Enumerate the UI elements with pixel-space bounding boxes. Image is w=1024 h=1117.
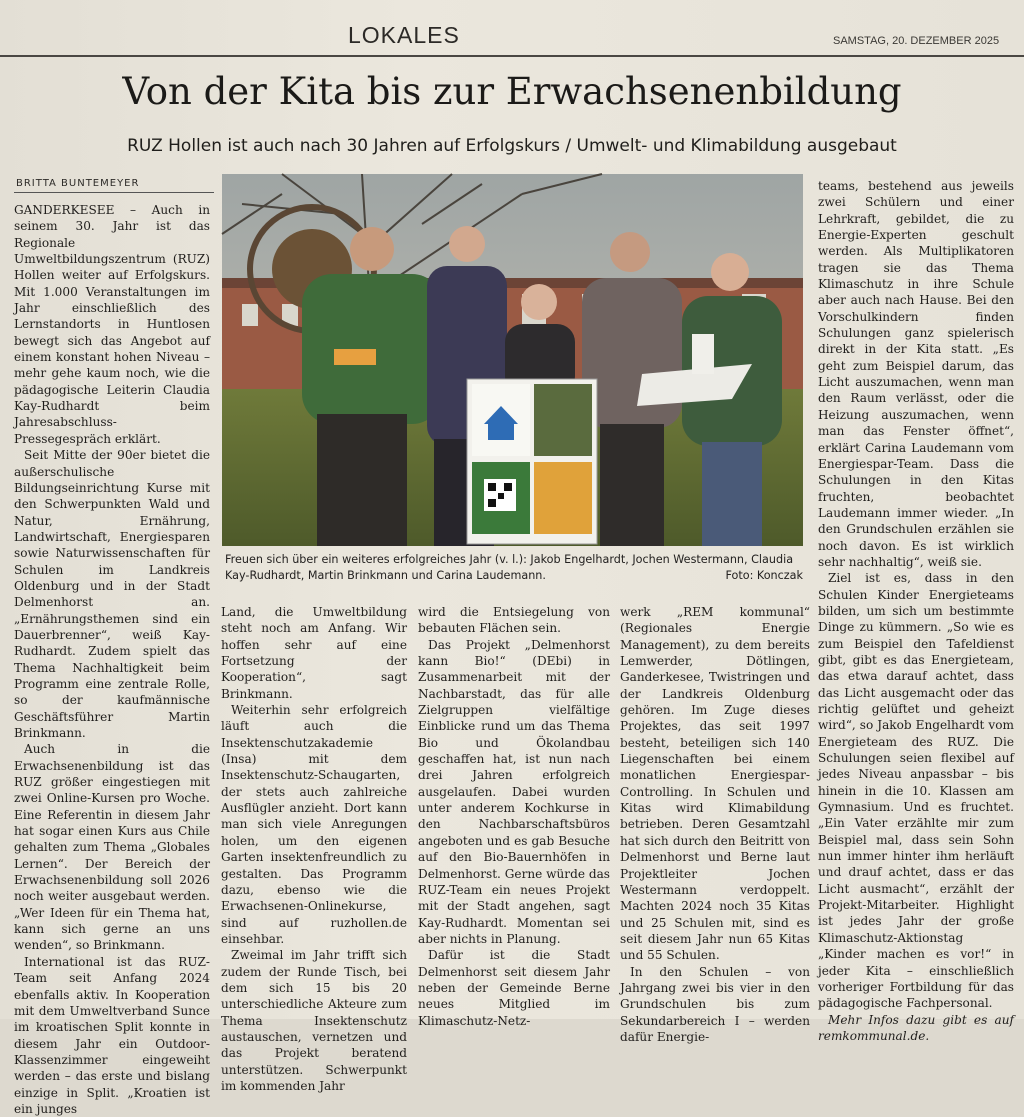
paragraph: In den Schulen – von Jahrgang zwei bis vier in den Grundschulen bis zum Sekundarbereich I – werden dafür Energie- bbox=[620, 964, 810, 1044]
paragraph: Zweimal im Jahr trifft sich zudem der Runde Tisch, bei dem sich 15 bis 20 unterschiedliche Akteure zum Thema Insektenschutz austauschen, vernetzen und das Projekt beratend unterstützen. Schwerpunkt im kommenden Jahr bbox=[221, 948, 407, 1093]
author-byline: BRITTA BUNTEMEYER bbox=[16, 178, 140, 189]
section-label: LOKALES bbox=[348, 22, 460, 48]
paragraph: werk „REM kommunal“ (Regionales Energie Management), zu dem bereits Lemwerder, Dötlingen, Ganderkesee, Twistringen und der Landkreis Oldenburg gehören. Im Zuge dieses Projektes, das seit 1997 besteht, beteiligen sich 140 Liegenschaften bei einem monatlichen Energiespar-Controlling. In Schulen und Kitas wird Klimabildung betrieben. Deren Gesamtzahl hat sich durch den Beitritt von Delmenhorst und Berne laut Projektleiter Jochen Westermann verdoppelt. Machten 2024 noch 35 Kitas und 25 Schulen mit, sind es seit diesem Jahr nun 65 Kitas und 55 Schulen. bbox=[620, 605, 810, 963]
paragraph: Seit Mitte der 90er bietet die außerschulische Bildungseinrichtung Kurse mit den Schwerpunkten Wald und Natur, Ernährung, Landwirtschaft, Energiesparen sowie Naturwissenschaften für Schulen im Landkreis Oldenburg und in der Stadt Delmenhorst an. „Ernährungsthemen sind ein Dauerbrenner“, weiß Kay-Rudhardt. Zudem spielt das Thema Nachhaltigkeit beim Programm eine zentrale Rolle, so der kaufmännische Geschäftsführer Martin Brinkmann. bbox=[14, 448, 210, 740]
paragraph: Dafür ist die Stadt Delmenhorst seit diesem Jahr neben der Gemeinde Berne neues Mitglied im Klimaschutz-Netz- bbox=[418, 948, 610, 1028]
paragraph: Weiterhin sehr erfolgreich läuft auch die Insektenschutzakademie (Insa) mit dem Insektenschutz-Schaugarten, der stets auch zahlreiche Ausflügler anzieht. Dort kann man sich viele Anregungen holen, um den eigenen Garten insektenfreundlich zu gestalten. Das Programm dazu, ebenso wie die Erwachsenen-Onlinekurse, sind auf ruzhollen.de einsehbar. bbox=[221, 703, 407, 946]
paragraph: International ist das RUZ-Team seit Anfang 2024 ebenfalls aktiv. In Kooperation mit dem Umweltverband Sunce im kroatischen Split konnte in diesem Jahr ein Outdoor-Klassenzimmer eingeweiht werden – das erste und bislang einzige in Split. „Kroatien ist ein junges bbox=[14, 954, 210, 1116]
text-column-5 bbox=[818, 178, 1014, 1043]
issue-date: SAMSTAG, 20. DEZEMBER 2025 bbox=[833, 35, 1000, 47]
info-line: Mehr Infos dazu gibt es auf remkommunal.de. bbox=[818, 1012, 1014, 1043]
paragraph: GANDERKESEE – Auch in seinem 30. Jahr ist das Regionale Umweltbildungszentrum (RUZ) Hollen weiter auf Erfolgskurs. Mit 1.000 Veranstaltungen im Jahr einschließlich des Lernstandorts in Huntlosen bewegt sich das Angebot auf einem konstant hohen Niveau – mehr gehe kaum noch, wie die pädagogische Leiterin Claudia Kay-Rudhardt beim Jahresabschluss-Pressegespräch erklärt. bbox=[14, 203, 210, 446]
paragraph: Land, die Umweltbildung steht noch am Anfang. Wir hoffen sehr auf eine Fortsetzung der Kooperation“, sagt Brinkmann. bbox=[221, 605, 407, 701]
text-column-4 bbox=[620, 604, 810, 1044]
photo-credit: Foto: Konczak bbox=[725, 569, 803, 582]
text-column-2 bbox=[221, 604, 407, 1093]
header-rule bbox=[0, 55, 1024, 57]
article-headline: Von der Kita bis zur Erwachsenenbildung bbox=[122, 70, 902, 113]
paragraph: teams, bestehend aus jeweils zwei Schülern und einer Lehrkraft, gebildet, die zu Energie-Experten geschult werden. Als Multiplikatoren tragen sie das Thema Klimaschutz in ihre Schule aber auch nach Hause. Bei den Vorschulkindern finden Schulungen ganz spielerisch direkt in der Kita statt. „Es geht zum Beispiel darum, das Licht auszumachen, wenn man den Raum verlässt, oder die Heizung auszumachen, wenn man das Fenster öffnet“, erklärt Carina Laudemann vom Energiespar-Team. Dass die Schulungen in den Kitas fruchten, beobachtet Laudemann immer wieder. „In den Grundschulen erzählen sie noch davon. Es ist wirklich sehr nachhaltig“, weiß sie. bbox=[818, 179, 1014, 569]
photo-illustration bbox=[222, 174, 803, 546]
photo-caption bbox=[225, 552, 803, 584]
article-photo bbox=[222, 174, 803, 546]
paragraph: Ziel ist es, dass in den Schulen Kinder Energieteams bilden, um sich um bestimmte Dinge zu kümmern. „So wie es zum Beispiel den Tafeldienst gibt, gibt es das Energieteam, das etwa darauf achtet, dass das Licht ausgemacht oder das richtig gelüftet und geheizt wird“, so Jakob Engelhardt vom Energieteam des RUZ. Die Schulungen seien flexibel auf jedes Niveau anpassbar – bis hinein in die 10. Klassen am Gymnasium. Und es fruchtet. „Ein Vater erzählte mir zum Beispiel mal, dass sein Sohn nun immer hinter ihm herläuft und drauf achtet, dass er das Licht ausmacht“, erzählt der Projekt-Mitarbeiter. Highlight ist jedes Jahr der große Klimaschutz-Aktionstag „Kinder machen es vor!“ in jeder Kita – einschließlich vorheriger Fortbildung für das pädagogische Fachpersonal. bbox=[818, 571, 1014, 1011]
caption-text: Freuen sich über ein weiteres erfolgreiches Jahr (v. l.): Jakob Engelhardt, Jochen Westermann, Claudia Kay-Rudhardt, Martin Brinkmann und Carina Laudemann. bbox=[225, 553, 794, 582]
paragraph: wird die Entsiegelung von bebauten Flächen sein. bbox=[418, 605, 610, 636]
paragraph: Das Projekt „Delmenhorst kann Bio!“ (DEbi) in Zusammenarbeit mit der Nachbarstadt, das für alle Zielgruppen vielfältige Einblicke rund um das Thema Bio und Ökolandbau geschaffen hat, ist nun nach drei Jahren erfolgreich ausgelaufen. Dabei wurden unter anderem Kochkurse in den Nachbarschaftsbüros angeboten und es gab Besuche auf den Bio-Bauernhöfen in Delmenhorst. Gerne würde das RUZ-Team ein neues Projekt mit der Stadt angehen, sagt Kay-Rudhardt. Momentan sei aber nichts in Planung. bbox=[418, 637, 610, 946]
article-subheadline: RUZ Hollen ist auch nach 30 Jahren auf Erfolgskurs / Umwelt- und Klimabildung ausgebaut bbox=[127, 136, 897, 156]
text-column-1 bbox=[14, 202, 210, 1116]
text-column-3 bbox=[418, 604, 610, 1028]
paragraph: Auch in die Erwachsenenbildung ist das RUZ größer eingestiegen mit zwei Online-Kursen pro Woche. Eine Referentin in diesem Jahr hat sogar einen Kurs aus Chile gehalten zum Thema „Globales Lernen“. Der Bereich der Erwachsenenbildung soll 2026 noch weiter ausgebaut werden. „Wer Ideen für ein Thema hat, kann sich gerne an uns wenden“, so Brinkmann. bbox=[14, 742, 210, 953]
byline-rule bbox=[14, 192, 214, 193]
